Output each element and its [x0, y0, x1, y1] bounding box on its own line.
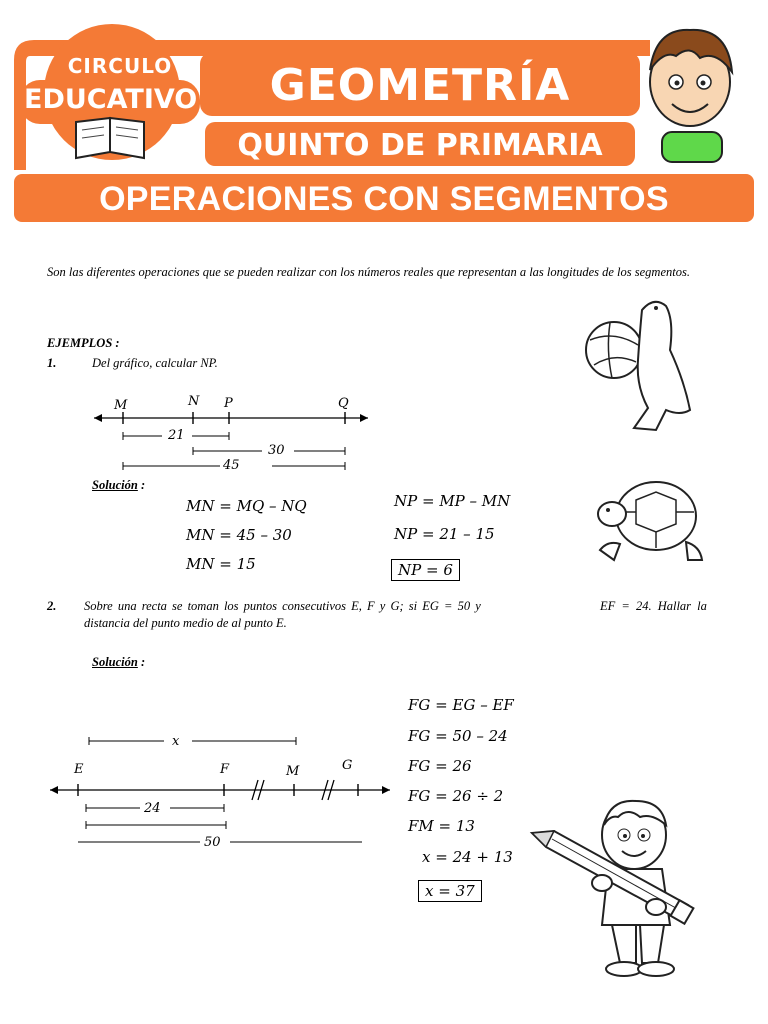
point-m-label: M [114, 398, 128, 413]
example1-solution [92, 478, 145, 493]
point-f-label: F [220, 762, 230, 777]
ex2-step-3: FG = 26 [408, 757, 472, 775]
arrow-left-icon [94, 414, 102, 422]
ex2-step-6: x = 24 + 13 [422, 848, 513, 866]
measure-50-label: 50 [204, 835, 221, 850]
logo-line2: EDUCATIVO [24, 84, 198, 115]
examples-heading: EJEMPLOS : [47, 336, 120, 350]
page-title: GEOMETRÍA [269, 60, 571, 111]
arrow-right-icon [360, 414, 368, 422]
boy-illustration-icon [650, 30, 732, 162]
example2-number: 2. [47, 599, 57, 613]
ex1-left-step-2: MN = 45 – 30 [186, 526, 292, 544]
point-g-label: G [342, 758, 353, 773]
example2-prompt-b: EF = 24. Hallar la [600, 599, 707, 613]
intro-paragraph: Son las diferentes operaciones que se pueden realizar con los números reales que representan a las longitudes de los segmentos. [47, 265, 690, 279]
ex2-step-1: FG = EG – EF [408, 696, 514, 714]
point-m-label: M [286, 764, 300, 779]
point-p-label: P [224, 396, 233, 411]
example1-prompt: Del gráfico, calcular NP. [92, 356, 218, 370]
ex1-answer: NP = 6 [391, 559, 460, 581]
topic-title: OPERACIONES CON SEGMENTOS [99, 180, 669, 218]
ex1-right-step-2: NP = 21 – 15 [394, 525, 495, 543]
turtle-illustration-icon [590, 470, 715, 570]
point-q-label: Q [338, 396, 349, 411]
seal-illustration-icon [580, 290, 710, 440]
example1-number: 1. [47, 356, 57, 370]
point-e-label: E [74, 762, 84, 777]
arrow-left-icon [50, 786, 58, 794]
example2-prompt-c: distancia del punto medio de al punto E. [84, 616, 287, 630]
logo-line1: CIRCULO [67, 54, 173, 78]
solution-colon: : [140, 655, 146, 669]
page-subtitle: QUINTO DE PRIMARIA [237, 128, 603, 163]
book-icon [76, 118, 144, 158]
point-n-label: N [188, 394, 200, 409]
arrow-right-icon [382, 786, 390, 794]
solution-label: Solución [92, 655, 138, 669]
measure-45-label: 45 [223, 458, 240, 473]
measure-30-label: 30 [268, 443, 285, 458]
solution-colon: : [140, 478, 146, 492]
example2-prompt-a: Sobre una recta se toman los puntos consecutivos E, F y G; si EG = 50 y [84, 599, 481, 613]
ex2-answer: x = 37 [418, 880, 482, 902]
ex2-step-2: FG = 50 – 24 [408, 727, 508, 745]
measure-24-label: 24 [144, 801, 161, 816]
measure-x-label: x [172, 734, 180, 749]
ex1-left-step-1: MN = MQ – NQ [186, 497, 307, 515]
ex1-left-step-3: MN = 15 [186, 555, 256, 573]
measure-21-label: 21 [168, 428, 185, 443]
boy-with-pencil-illustration-icon [528, 795, 708, 980]
ex2-step-5: FM = 13 [408, 817, 475, 835]
ex2-step-4: FG = 26 ÷ 2 [408, 787, 504, 805]
example2-solution [92, 655, 145, 670]
ex1-right-step-1: NP = MP – MN [394, 492, 511, 510]
solution-label: Solución [92, 478, 138, 492]
